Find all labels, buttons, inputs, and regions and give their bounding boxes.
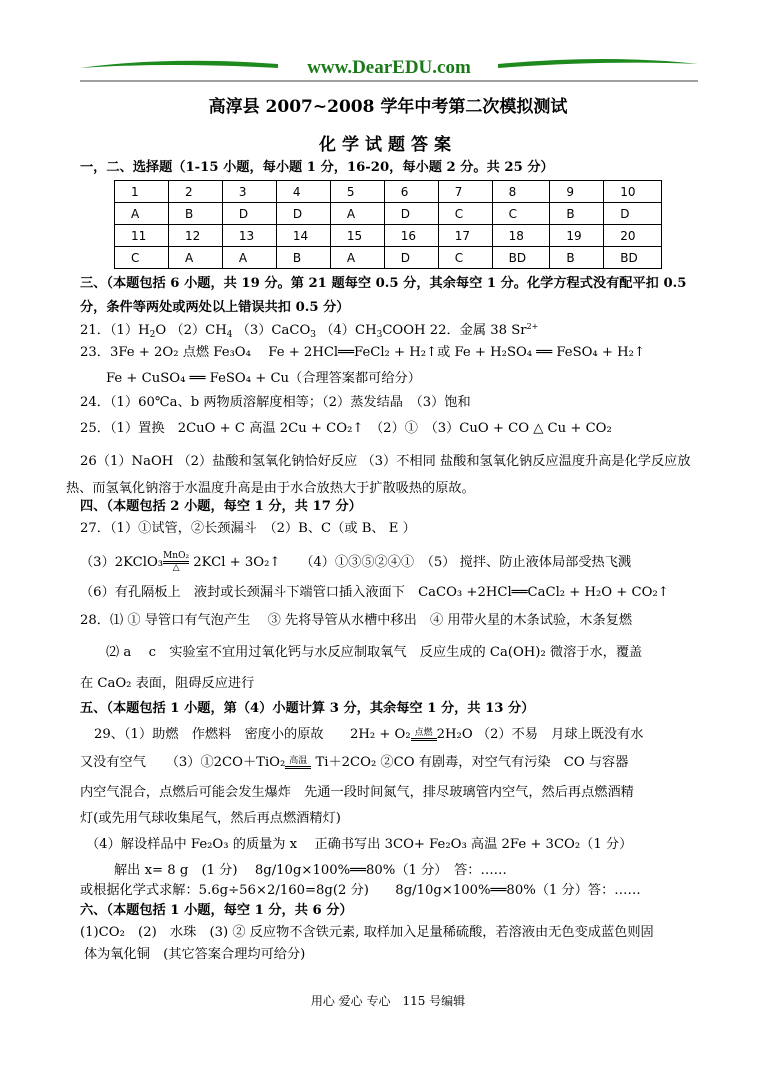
table-cell: 13 [222, 225, 276, 247]
q29-l1b: 2H₂O （2）不易 月球上既没有水 [436, 727, 644, 742]
q28-line-2: ⑵ a c 实验室不宜用过氧化钙与水反应制取氧气 反应生成的 Ca(OH)₂ 微溶于水，覆盖 [106, 645, 643, 660]
q21-a-sub: 2 [149, 330, 156, 340]
q23-line-1: 23．3Fe + 2O₂ 点燃 Fe₃O₄ Fe + 2HCl══FeCl₂ + H₂↑或 Fe + H₂SO₄ ══ FeSO₄ + H₂↑ [80, 345, 645, 360]
table-cell: BD [604, 247, 662, 269]
table-cell: 7 [438, 181, 492, 203]
green-swoosh-right [498, 59, 698, 68]
page-footer: 用心 爱心 专心 115 号编辑 [310, 994, 466, 1008]
table-cell: A [330, 203, 384, 225]
table-row [115, 247, 662, 269]
condition-catalyst: MnO₂ [163, 551, 190, 561]
q21-line [80, 322, 710, 340]
table-row [115, 225, 662, 247]
q29-line-4: 灯(或先用气球收集尾气，然后再点燃酒精灯) [80, 811, 341, 826]
table-cell: C [492, 203, 550, 225]
q23-line-2: Fe + CuSO₄ ══ FeSO₄ + Cu（合理答案都可给分） [106, 371, 421, 386]
q29-line-7: 或根据化学式求解：5.6g÷56×2/160=8g(2 分) 8g/10g×100%══80%（1 分）答：…… [80, 883, 641, 898]
q21-c: （3）CaCO [232, 323, 311, 338]
table-cell: 18 [492, 225, 550, 247]
q29-line-1 [94, 726, 724, 744]
q30-line-2: 体为氧化铜 (其它答案合理均可给分) [84, 947, 306, 962]
section-1-heading: 一，二、选择题（1-15 小题，每小题 1 分，16-20，每小题 2 分。共 25 分） [80, 160, 554, 175]
table-cell: 16 [384, 225, 438, 247]
q29-line-3: 内空气混合，点燃后可能会发生爆炸 先通一段时间氮气，排尽玻璃管内空气，然后再点燃酒精 [80, 785, 634, 800]
table-cell: 12 [168, 225, 222, 247]
table-cell: B [550, 247, 604, 269]
q21-d-sub: 3 [376, 330, 383, 340]
table-cell: A [330, 247, 384, 269]
section-4-heading: 四、（本题包括 2 小题，每空 1 分，共 17 分） [80, 499, 362, 514]
table-cell: 14 [276, 225, 330, 247]
table-cell: 4 [276, 181, 330, 203]
document-title: 高淳县 2007~2008 学年中考第二次模拟测试 [208, 97, 568, 117]
table-cell: A [168, 247, 222, 269]
section-5-heading: 五、（本题包括 1 小题，第（4）小题计算 3 分，其余每空 1 分，共 13 分） [80, 701, 535, 716]
table-cell: B [550, 203, 604, 225]
table-cell: D [222, 203, 276, 225]
q30-line-1: (1)CO₂ (2) 水珠 (3) ② 反应物不含铁元素, 取样加入足量稀硫酸，若溶液由无色变成蓝色则固 [80, 925, 654, 940]
table-row [115, 181, 662, 203]
q21-e: COOH 22．金属 38 Sr [382, 323, 527, 338]
q29-l2b: Ti＋2CO₂ ②CO 有剧毒，对空气有污染 CO 与容器 [311, 755, 629, 770]
table-cell: BD [492, 247, 550, 269]
table-cell: 2 [168, 181, 222, 203]
section-3-heading: 三、（本题包括 6 小题，共 19 分。第 21 题每空 0.5 分，其余每空 1 分。化学方程式没有配平扣 0.5 分，条件等两处或两处以上错误共扣 0.5 分） [80, 276, 687, 315]
table-cell: C [115, 247, 169, 269]
reaction-condition-high-temp [285, 757, 311, 769]
q29-l2a: 又没有空气 （3）①2CO＋TiO₂ [80, 755, 286, 770]
q27-line-2 [80, 552, 710, 573]
q28-line-1: 28．⑴ ① 导管口有气泡产生 ③ 先将导管从水槽中移出 ④ 用带火星的木条试验，木条复燃 [80, 613, 633, 628]
table-cell: 3 [222, 181, 276, 203]
table-cell: 20 [604, 225, 662, 247]
reaction-condition-ignite [411, 729, 437, 741]
q28-line-3: 在 CaO₂ 表面，阻碍反应进行 [80, 676, 255, 691]
table-cell: 8 [492, 181, 550, 203]
q29-line-2 [80, 754, 710, 772]
table-cell: 5 [330, 181, 384, 203]
table-cell: D [384, 247, 438, 269]
q26-text: 26（1）NaOH （2）盐酸和氢氧化钠恰好反应 （3）不相同 盐酸和氢氧化钠反应温度升高是化学反应放热、而氢氧化钠溶于水温度升高是由于水合放热大于扩散吸热的原故。 [66, 454, 691, 496]
table-cell: 11 [115, 225, 169, 247]
answer-table [114, 180, 662, 269]
table-cell: B [168, 203, 222, 225]
table-cell: 1 [115, 181, 169, 203]
table-cell: C [438, 247, 492, 269]
site-logo-text: www.DearEDU.com [307, 57, 471, 78]
q21-e-sup: 2+ [526, 322, 539, 331]
table-cell: B [276, 247, 330, 269]
q27-line-3: （6）有孔隔板上 液封或长颈漏斗下端管口插入液面下 CaCO₃ +2HCl══CaCl₂ + H₂O + CO₂↑ [80, 585, 669, 600]
table-cell: 17 [438, 225, 492, 247]
table-row [115, 203, 662, 225]
q29-line-6: 解出 x= 8 g (1 分) 8g/10g×100%══80%（1 分） 答：…… [114, 863, 507, 878]
q21-c-sub: 3 [310, 330, 317, 340]
q29-l1a: 29、（1）助燃 作燃料 密度小的原故 2H₂ + O₂ [94, 727, 411, 742]
q21-d: （4）CH [316, 323, 377, 338]
table-cell: D [384, 203, 438, 225]
table-cell: 15 [330, 225, 384, 247]
condition-high-temp: 高温 [289, 755, 308, 766]
q21-b-sub: 4 [226, 330, 233, 340]
q29-line-5: （4）解设样品中 Fe₂O₃ 的质量为 x 正确书写出 3CO+ Fe₂O₃ 高温 2Fe + 3CO₂（1 分） [86, 837, 633, 852]
q27-rest: 2KCl + 3O₂↑ （4）①③⑤②④① （5） 搅拌、防止液体局部受热飞溅 [189, 555, 632, 570]
document-subtitle: 化学试题答案 [319, 135, 457, 155]
table-cell: 9 [550, 181, 604, 203]
q27-kclo3: （3）2KClO₃ [80, 555, 164, 570]
table-cell: 19 [550, 225, 604, 247]
condition-ignite: 点燃 [414, 727, 433, 738]
site-banner [78, 54, 700, 84]
q21-a: 21．（1）H [80, 323, 150, 338]
section-6-heading: 六、（本题包括 1 小题，每空 1 分，共 6 分） [80, 903, 353, 918]
q24-line: 24．（1）60℃a、b 两物质溶解度相等；（2）蒸发结晶 （3）饱和 [80, 395, 471, 410]
reaction-condition-mno2 [163, 552, 189, 573]
table-cell: A [115, 203, 169, 225]
table-cell: A [222, 247, 276, 269]
condition-heat: △ [172, 563, 180, 573]
q21-b: O （2）CH [155, 323, 227, 338]
table-cell: D [604, 203, 662, 225]
green-swoosh-left [80, 61, 278, 68]
table-cell: 6 [384, 181, 438, 203]
table-cell: 10 [604, 181, 662, 203]
table-cell: C [438, 203, 492, 225]
table-cell: D [276, 203, 330, 225]
q25-line: 25．（1）置换 2CuO + C 高温 2Cu + CO₂↑ （2）① （3）CuO + CO △ Cu + CO₂ [80, 421, 612, 436]
q27-line-1: 27．（1）①试管，②长颈漏斗 （2）B、C（或 B、 E ） [80, 521, 416, 536]
